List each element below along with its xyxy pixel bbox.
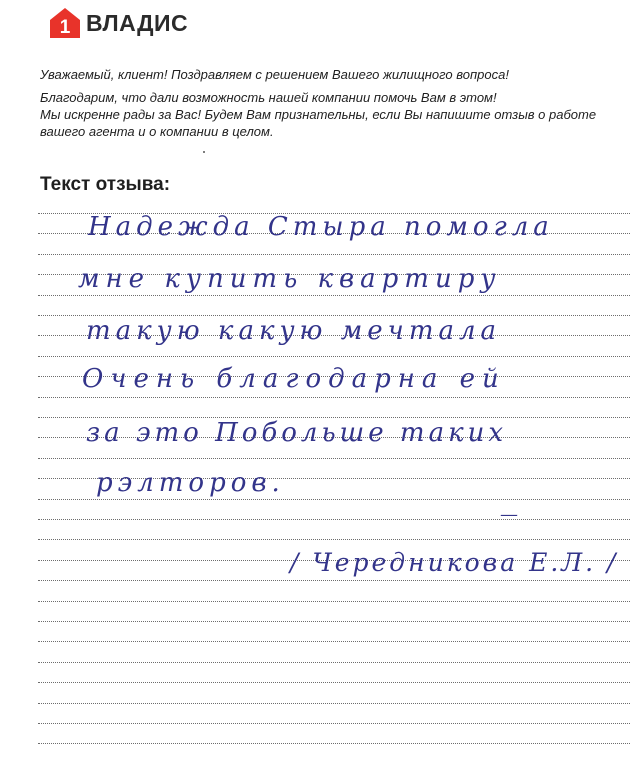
signature: / Чередникова Е.Л. / xyxy=(290,548,619,577)
brand-name: ВЛАДИС xyxy=(86,9,189,36)
handwritten-line: мне купить квартиру xyxy=(78,264,502,294)
handwritten-line: Очень благодарна ей xyxy=(82,364,506,394)
intro-greeting: Уважаемый, клиент! Поздравляем с решением Вашего жилищного вопроса! xyxy=(40,67,509,82)
handwritten-dash: — xyxy=(500,504,520,525)
scan-speck xyxy=(203,151,205,153)
handwritten-line: за это Побольше таких xyxy=(86,418,508,448)
logo-digit: 1 xyxy=(59,17,71,38)
review-heading: Текст отзыва: xyxy=(40,174,171,195)
intro-line-1: Благодарим, что дали возможность нашей компании помочь Вам в этом! xyxy=(40,90,497,105)
intro-line-2: Мы искренне рады за Вас! Будем Вам признательны, если Вы напишите отзыв о работе xyxy=(40,107,597,122)
handwritten-line: такую какую мечтала xyxy=(86,316,502,346)
handwritten-line: Надежда Стыра помогла xyxy=(88,212,554,242)
intro-line-3: вашего агента и о компании в целом. xyxy=(40,124,274,139)
handwritten-line: рэлторов. xyxy=(96,468,285,498)
